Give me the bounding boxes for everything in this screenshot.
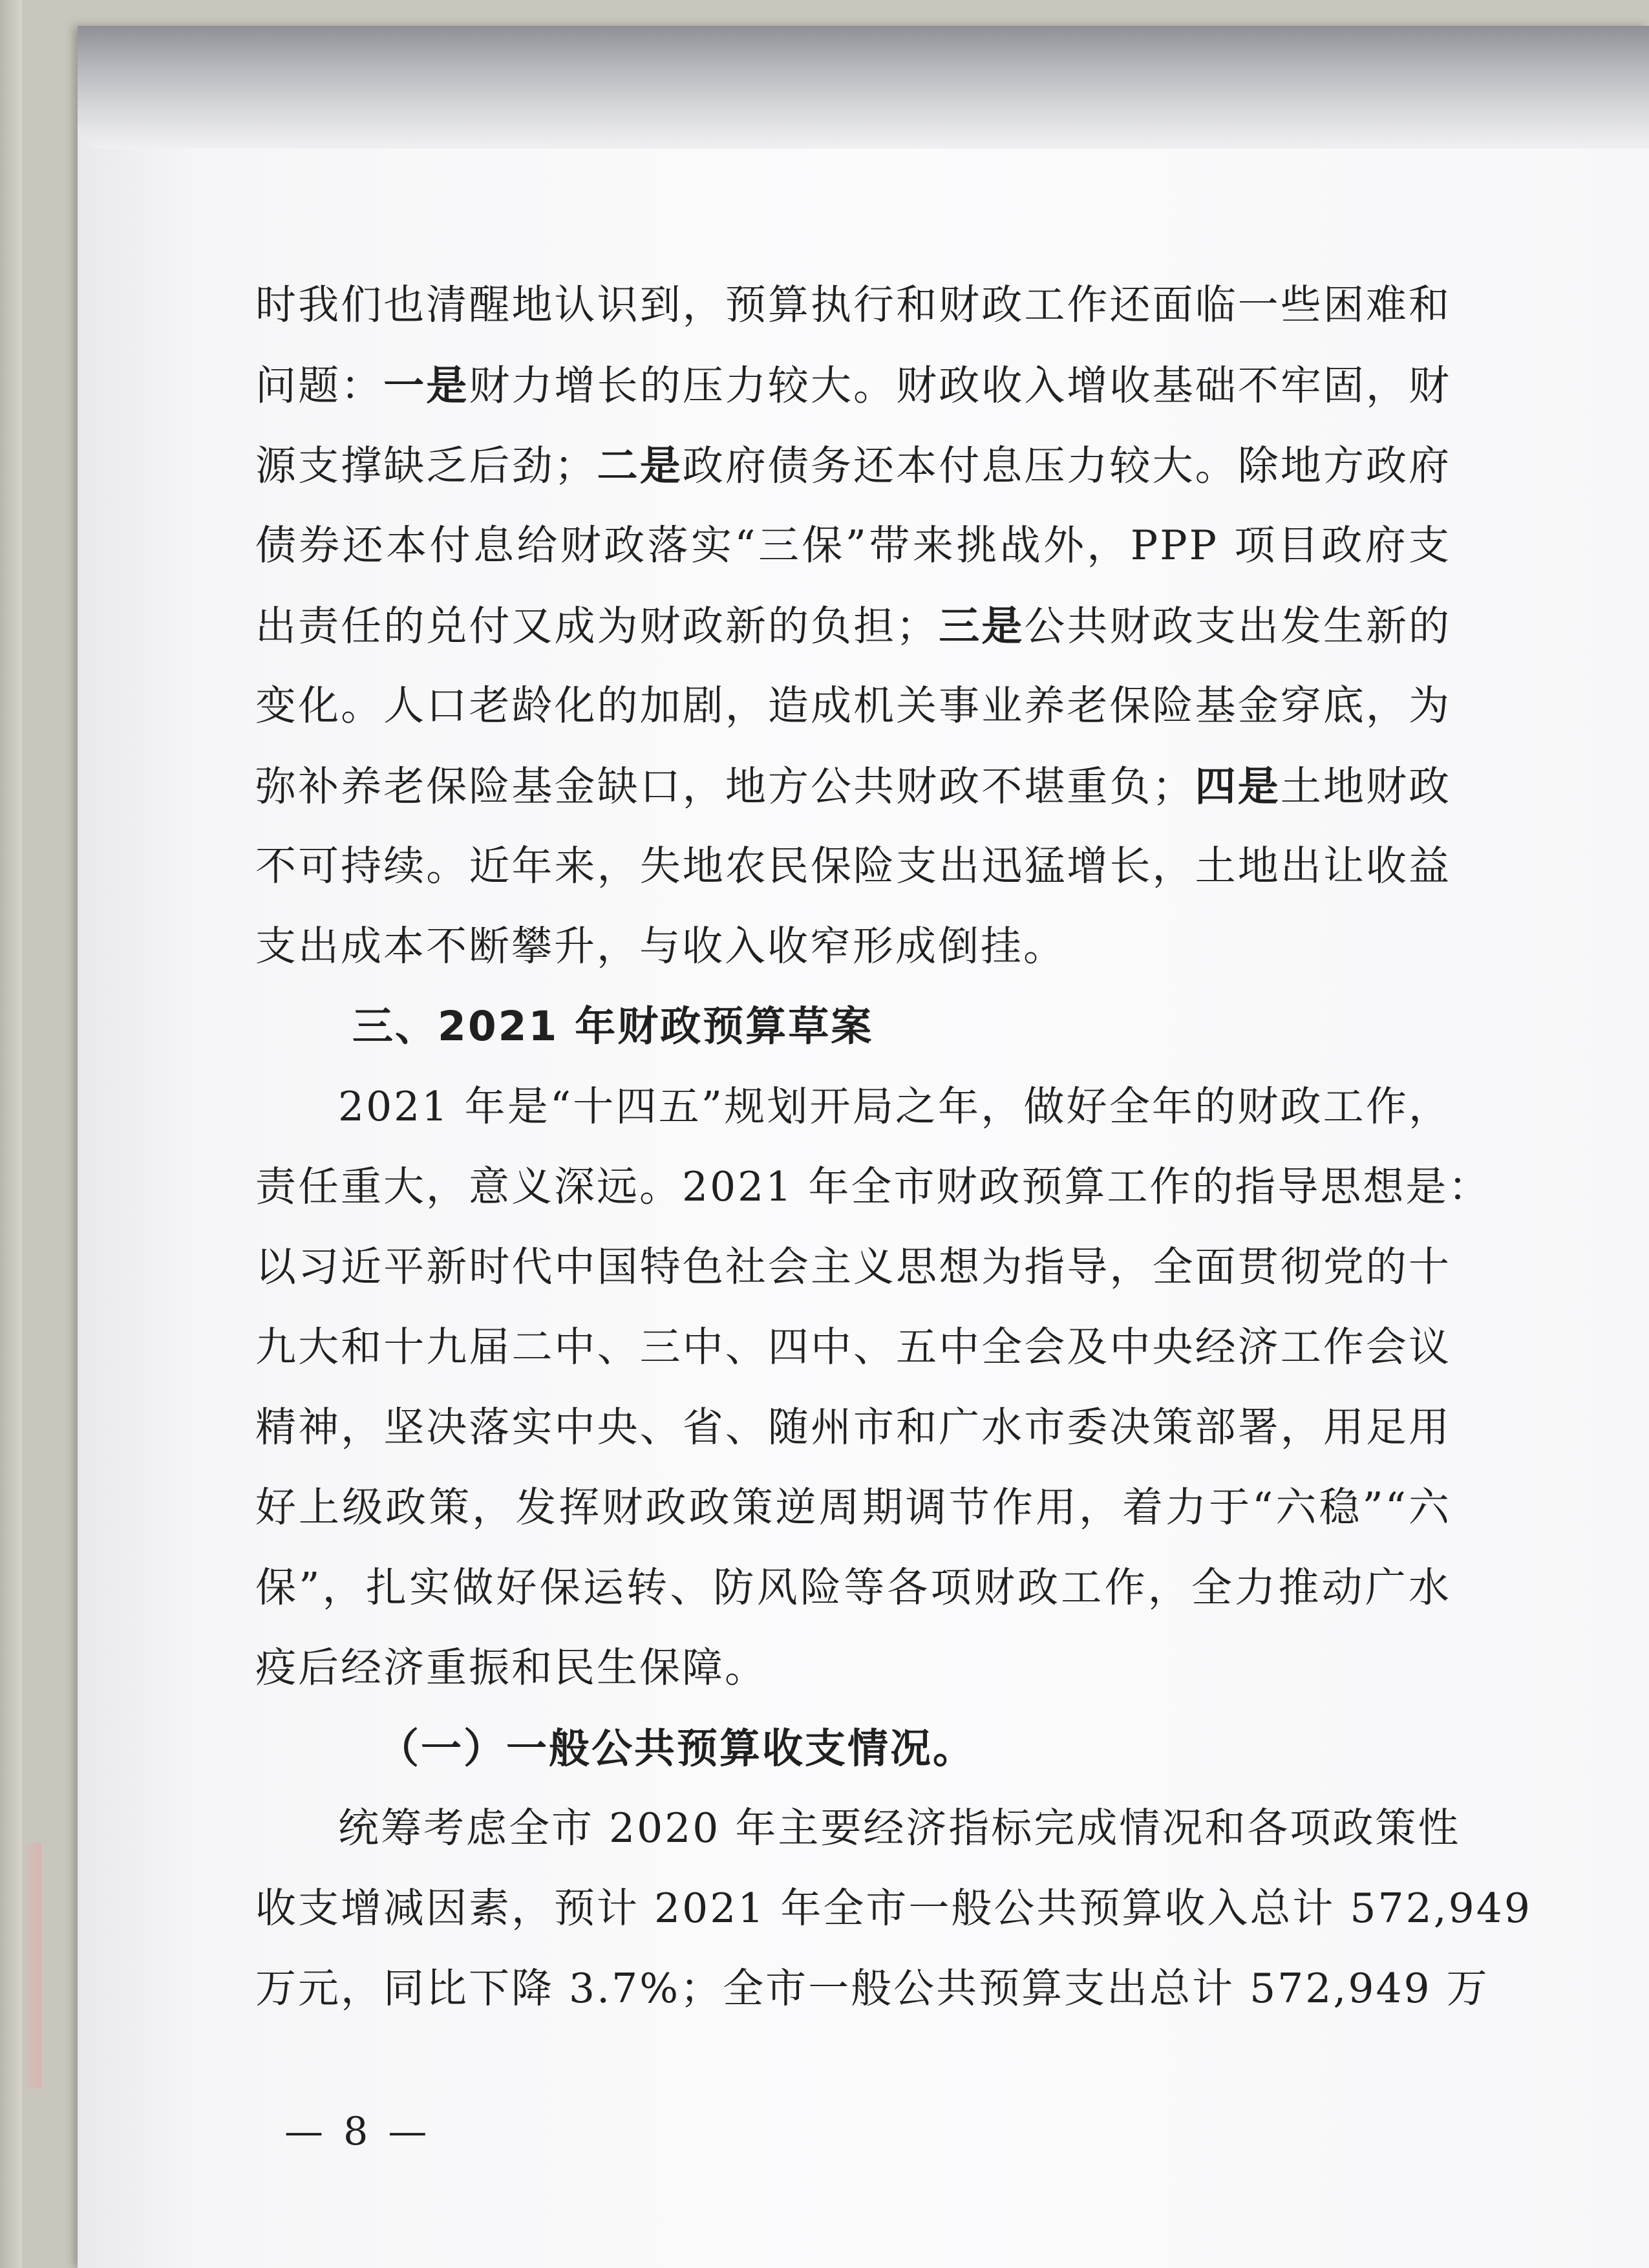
text-line: 债券还本付息给财政落实“三保”带来挑战外，PPP 项目政府支: [255, 522, 1451, 569]
text-line: 精神，坚决落实中央、省、随州市和广水市委决策部署，用足用: [255, 1404, 1451, 1451]
text-line: 疫后经济重振和民生保障。: [255, 1644, 767, 1691]
document-body: [255, 265, 1532, 2029]
text-line: 支出成本不断攀升，与收入收窄形成倒挂。: [255, 923, 1066, 970]
text-line: 好上级政策，发挥财政政策逆周期调节作用，着力于“六稳”“六: [255, 1484, 1451, 1531]
text-line: 2021 年是“十四五”规划开局之年，做好全年的财政工作，: [338, 1083, 1451, 1130]
text-line: 九大和十九届二中、三中、四中、五中全会及中央经济工作会议: [255, 1323, 1451, 1371]
subsection-heading: （一）一般公共预算收支情况。: [378, 1724, 975, 1772]
scan-background-left: [0, 0, 22, 2268]
text-line: 出责任的兑付又成为财政新的负担；三是公共财政支出发生新的: [255, 602, 1452, 650]
text-line: 不可持续。近年来，失地农民保险支出迅猛增长，土地出让收益: [255, 842, 1451, 890]
text-line: 时我们也清醒地认识到，预算执行和财政工作还面临一些困难和: [255, 281, 1451, 328]
text-line: 弥补养老保险基金缺口，地方公共财政不堪重负；四是土地财政: [255, 762, 1452, 810]
text-line: 源支撑缺乏后劲；二是政府债务还本付息压力较大。除地方政府: [255, 442, 1452, 489]
text-line: 统筹考虑全市 2020 年主要经济指标完成情况和各项政策性: [338, 1804, 1461, 1852]
text-line: 收支增减因素，预计 2021 年全市一般公共预算收入总计 572,949: [255, 1885, 1532, 1932]
page-number: — 8 —: [284, 2109, 431, 2154]
text-line: 责任重大，意义深远。2021 年全市财政预算工作的指导思想是：: [255, 1163, 1491, 1210]
text-line: 问题：一是财力增长的压力较大。财政收入增收基础不牢固，财: [255, 361, 1452, 409]
page-curl-shadow: [78, 26, 1649, 149]
text-line: 保”，扎实做好保运转、防风险等各项财政工作，全力推动广水: [255, 1564, 1451, 1611]
text-line: 以习近平新时代中国特色社会主义思想为指导，全面贯彻党的十: [255, 1243, 1451, 1290]
section-heading: 三、2021 年财政预算草案: [352, 1003, 874, 1050]
text-line: 变化。人口老龄化的加剧，造成机关事业养老保险基金穿底，为: [255, 682, 1451, 729]
page-edge-stack: [22, 1843, 41, 2088]
text-line: 万元，同比下降 3.7%；全市一般公共预算支出总计 572,949 万: [255, 1965, 1489, 2012]
